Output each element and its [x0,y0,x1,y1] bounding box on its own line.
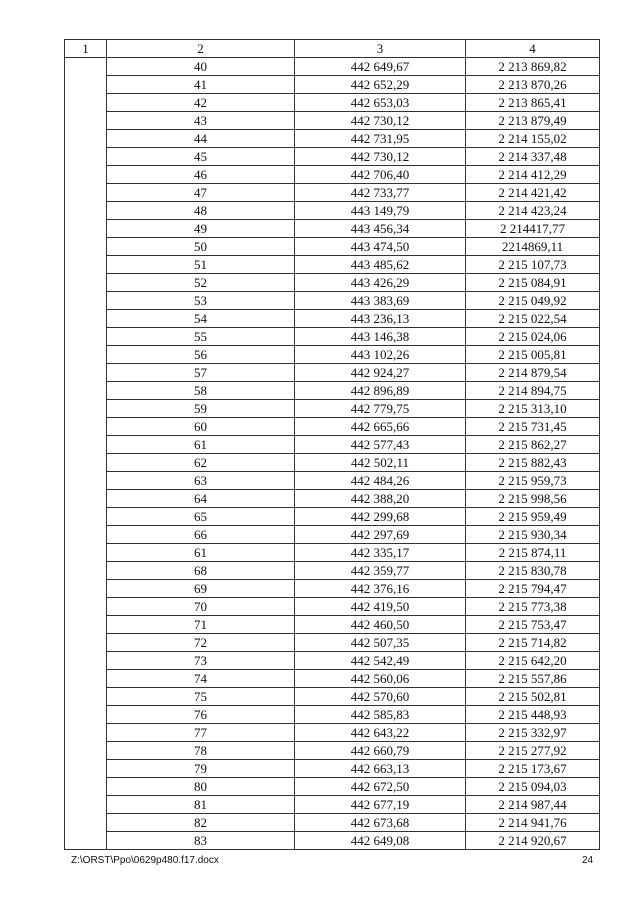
point-number-cell: 54 [107,310,295,328]
table-row [65,94,600,112]
table-row [65,256,600,274]
table-row [65,328,600,346]
y-coordinate-cell: 2 215 448,93 [466,706,600,724]
y-coordinate-cell: 2 215 830,78 [466,562,600,580]
x-coordinate-cell: 442 388,20 [295,490,466,508]
point-number-cell: 73 [107,652,295,670]
table-row [65,130,600,148]
x-coordinate-cell: 442 652,29 [295,76,466,94]
x-coordinate-cell: 443 426,29 [295,274,466,292]
column-header-4: 4 [466,40,600,58]
x-coordinate-cell: 442 577,43 [295,436,466,454]
point-number-cell: 53 [107,292,295,310]
point-number-cell: 56 [107,346,295,364]
y-coordinate-cell: 2 215 959,49 [466,508,600,526]
point-number-cell: 64 [107,490,295,508]
point-number-cell: 47 [107,184,295,202]
table-header-row [65,40,600,58]
x-coordinate-cell: 442 643,22 [295,724,466,742]
y-coordinate-cell: 2 215 642,20 [466,652,600,670]
x-coordinate-cell: 442 507,35 [295,634,466,652]
table-row [65,742,600,760]
point-number-cell: 45 [107,148,295,166]
x-coordinate-cell: 442 297,69 [295,526,466,544]
x-coordinate-cell: 443 456,34 [295,220,466,238]
point-number-cell: 80 [107,778,295,796]
y-coordinate-cell: 2 214 421,42 [466,184,600,202]
y-coordinate-cell: 2 215 882,43 [466,454,600,472]
x-coordinate-cell: 443 236,13 [295,310,466,328]
point-number-cell: 69 [107,580,295,598]
y-coordinate-cell: 2 215 557,86 [466,670,600,688]
x-coordinate-cell: 442 673,68 [295,814,466,832]
point-number-cell: 61 [107,544,295,562]
point-number-cell: 58 [107,382,295,400]
x-coordinate-cell: 442 560,06 [295,670,466,688]
y-coordinate-cell: 2 215 862,27 [466,436,600,454]
table-row [65,166,600,184]
x-coordinate-cell: 442 665,66 [295,418,466,436]
y-coordinate-cell: 2 213 870,26 [466,76,600,94]
point-number-cell: 61 [107,436,295,454]
x-coordinate-cell: 443 146,38 [295,328,466,346]
y-coordinate-cell: 2 215 084,91 [466,274,600,292]
y-coordinate-cell: 2 215 277,92 [466,742,600,760]
point-number-cell: 48 [107,202,295,220]
y-coordinate-cell: 2 214 412,29 [466,166,600,184]
point-number-cell: 63 [107,472,295,490]
point-number-cell: 78 [107,742,295,760]
table-row [65,112,600,130]
x-coordinate-cell: 442 653,03 [295,94,466,112]
y-coordinate-cell: 2 215 094,03 [466,778,600,796]
y-coordinate-cell: 2 214 337,48 [466,148,600,166]
x-coordinate-cell: 442 672,50 [295,778,466,796]
table-row [65,76,600,94]
x-coordinate-cell: 442 924,27 [295,364,466,382]
point-number-cell: 46 [107,166,295,184]
table-row [65,688,600,706]
column-1-merged-cell [65,58,107,850]
y-coordinate-cell: 2 213 865,41 [466,94,600,112]
point-number-cell: 79 [107,760,295,778]
table-row [65,364,600,382]
point-number-cell: 43 [107,112,295,130]
table-row [65,814,600,832]
table-row [65,274,600,292]
y-coordinate-cell: 2 214 423,24 [466,202,600,220]
x-coordinate-cell: 442 731,95 [295,130,466,148]
table-row [65,832,600,850]
point-number-cell: 74 [107,670,295,688]
table-row [65,436,600,454]
point-number-cell: 51 [107,256,295,274]
point-number-cell: 40 [107,58,295,76]
table-row [65,760,600,778]
x-coordinate-cell: 442 585,83 [295,706,466,724]
table-row [65,652,600,670]
x-coordinate-cell: 442 376,16 [295,580,466,598]
table-row [65,598,600,616]
table-row [65,148,600,166]
point-number-cell: 50 [107,238,295,256]
x-coordinate-cell: 442 660,79 [295,742,466,760]
table-row [65,580,600,598]
point-number-cell: 60 [107,418,295,436]
table-row [65,400,600,418]
table-row [65,202,600,220]
x-coordinate-cell: 442 299,68 [295,508,466,526]
point-number-cell: 81 [107,796,295,814]
y-coordinate-cell: 2 214 920,67 [466,832,600,850]
table-row [65,634,600,652]
column-header-1: 1 [65,40,107,58]
x-coordinate-cell: 442 896,89 [295,382,466,400]
x-coordinate-cell: 442 502,11 [295,454,466,472]
table-row [65,490,600,508]
footer-page-number: 24 [582,855,594,866]
point-number-cell: 65 [107,508,295,526]
table-row [65,472,600,490]
table-row [65,724,600,742]
point-number-cell: 71 [107,616,295,634]
table-row [65,292,600,310]
table-row [65,382,600,400]
point-number-cell: 77 [107,724,295,742]
y-coordinate-cell: 2 214417,77 [466,220,600,238]
y-coordinate-cell: 2 215 173,67 [466,760,600,778]
table-row [65,526,600,544]
y-coordinate-cell: 2 213 879,49 [466,112,600,130]
table-row [65,346,600,364]
table-row [65,418,600,436]
point-number-cell: 66 [107,526,295,544]
coordinates-table [64,39,600,850]
point-number-cell: 72 [107,634,295,652]
table-row [65,796,600,814]
x-coordinate-cell: 442 542,49 [295,652,466,670]
point-number-cell: 55 [107,328,295,346]
y-coordinate-cell: 2 215 998,56 [466,490,600,508]
x-coordinate-cell: 442 570,60 [295,688,466,706]
x-coordinate-cell: 443 485,62 [295,256,466,274]
point-number-cell: 44 [107,130,295,148]
point-number-cell: 42 [107,94,295,112]
x-coordinate-cell: 442 677,19 [295,796,466,814]
y-coordinate-cell: 2 215 773,38 [466,598,600,616]
table-row [65,454,600,472]
point-number-cell: 52 [107,274,295,292]
point-number-cell: 70 [107,598,295,616]
y-coordinate-cell: 2 213 869,82 [466,58,600,76]
table-row [65,562,600,580]
x-coordinate-cell: 442 484,26 [295,472,466,490]
table-row [65,544,600,562]
table-row [65,58,600,76]
point-number-cell: 75 [107,688,295,706]
y-coordinate-cell: 2 214 879,54 [466,364,600,382]
point-number-cell: 57 [107,364,295,382]
point-number-cell: 76 [107,706,295,724]
point-number-cell: 41 [107,76,295,94]
point-number-cell: 62 [107,454,295,472]
x-coordinate-cell: 443 474,50 [295,238,466,256]
x-coordinate-cell: 442 663,13 [295,760,466,778]
column-header-3: 3 [295,40,466,58]
column-header-2: 2 [107,40,295,58]
x-coordinate-cell: 443 149,79 [295,202,466,220]
point-number-cell: 49 [107,220,295,238]
table-row [65,184,600,202]
table-row [65,220,600,238]
y-coordinate-cell: 2 215 502,81 [466,688,600,706]
x-coordinate-cell: 442 419,50 [295,598,466,616]
point-number-cell: 82 [107,814,295,832]
y-coordinate-cell: 2 214 941,76 [466,814,600,832]
table-row [65,778,600,796]
y-coordinate-cell: 2 215 731,45 [466,418,600,436]
y-coordinate-cell: 2 214 987,44 [466,796,600,814]
table-row [65,706,600,724]
point-number-cell: 83 [107,832,295,850]
x-coordinate-cell: 442 733,77 [295,184,466,202]
x-coordinate-cell: 442 649,67 [295,58,466,76]
x-coordinate-cell: 442 460,50 [295,616,466,634]
y-coordinate-cell: 2 215 753,47 [466,616,600,634]
table-row [65,616,600,634]
y-coordinate-cell: 2214869,11 [466,238,600,256]
x-coordinate-cell: 443 383,69 [295,292,466,310]
y-coordinate-cell: 2 215 930,34 [466,526,600,544]
point-number-cell: 68 [107,562,295,580]
point-number-cell: 59 [107,400,295,418]
x-coordinate-cell: 442 779,75 [295,400,466,418]
x-coordinate-cell: 442 335,17 [295,544,466,562]
y-coordinate-cell: 2 215 794,47 [466,580,600,598]
table-row [65,310,600,328]
y-coordinate-cell: 2 215 714,82 [466,634,600,652]
y-coordinate-cell: 2 215 049,92 [466,292,600,310]
footer-file-path: Z:\ORST\Ppo\0629p480.f17.docx [71,855,219,866]
x-coordinate-cell: 442 730,12 [295,148,466,166]
y-coordinate-cell: 2 215 022,54 [466,310,600,328]
y-coordinate-cell: 2 214 894,75 [466,382,600,400]
y-coordinate-cell: 2 215 959,73 [466,472,600,490]
table-row [65,508,600,526]
y-coordinate-cell: 2 215 024,06 [466,328,600,346]
x-coordinate-cell: 442 649,08 [295,832,466,850]
table-row [65,238,600,256]
x-coordinate-cell: 442 706,40 [295,166,466,184]
y-coordinate-cell: 2 215 313,10 [466,400,600,418]
table-row [65,670,600,688]
y-coordinate-cell: 2 215 005,81 [466,346,600,364]
y-coordinate-cell: 2 215 332,97 [466,724,600,742]
x-coordinate-cell: 442 730,12 [295,112,466,130]
y-coordinate-cell: 2 214 155,02 [466,130,600,148]
y-coordinate-cell: 2 215 874,11 [466,544,600,562]
x-coordinate-cell: 442 359,77 [295,562,466,580]
table-body [65,58,600,850]
x-coordinate-cell: 443 102,26 [295,346,466,364]
y-coordinate-cell: 2 215 107,73 [466,256,600,274]
